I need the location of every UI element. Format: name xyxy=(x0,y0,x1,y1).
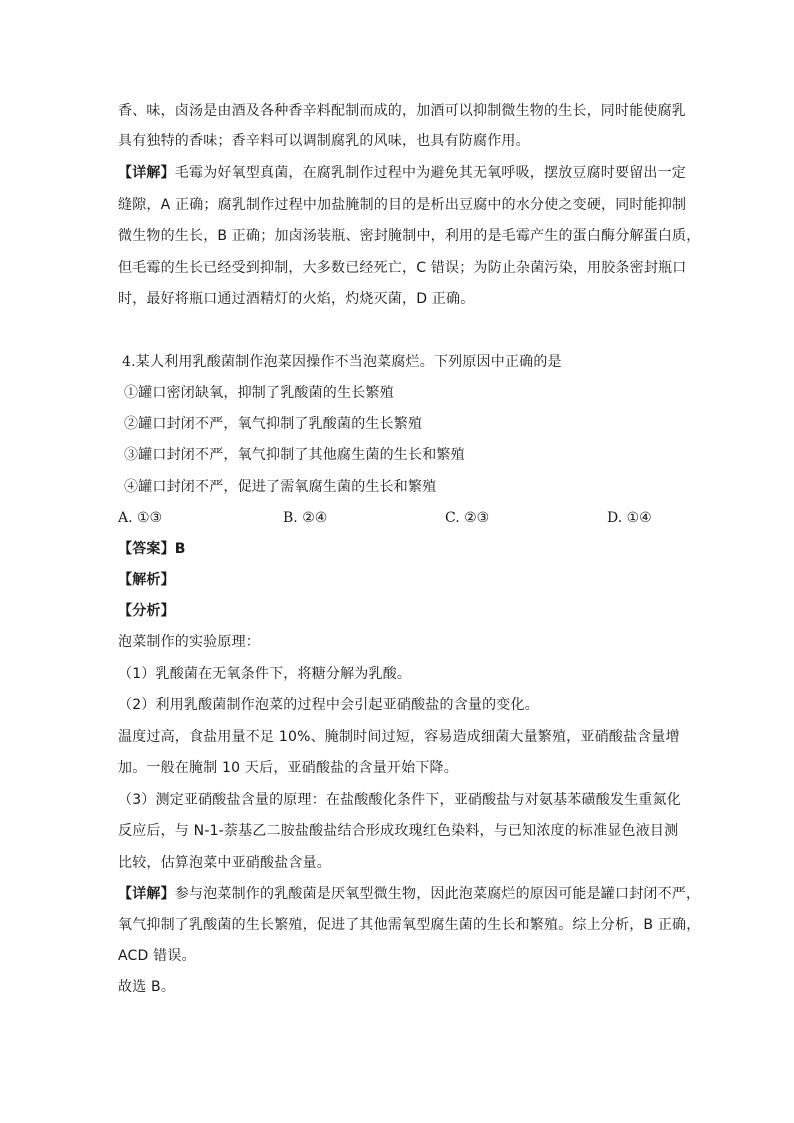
detail2-tag: 【详解】 xyxy=(118,886,175,902)
question-item-2: ②罐口封闭不严，氧气抑制了乳酸菌的生长繁殖 xyxy=(124,416,423,432)
principle-p3-line2: 反应后，与 N-1-萘基乙二胺盐酸盐结合形成玫瑰红色染料，与已知浓度的标准显色液目测 xyxy=(118,823,679,839)
answer: 【答案】B xyxy=(118,541,186,557)
detail1-text1: 毛霉为好氧型真菌，在腐乳制作过程中为避免其无氧呼吸，摆放豆腐时要留出一定 xyxy=(174,165,687,181)
principle-p3-line3: 比较，估算泡菜中亚硝酸盐含量。 xyxy=(118,855,331,871)
question-item-4: ④罐口封闭不严，促进了需氧腐生菌的生长和繁殖 xyxy=(124,479,437,495)
principle-p3-line1: （3）测定亚硝酸盐含量的原理：在盐酸酸化条件下，亚硝酸盐与对氨基苯磺酸发生重氮化 xyxy=(118,792,681,808)
detail1-line4: 但毛霉的生长已经受到抑制，大多数已经死亡，C 错误；为防止杂菌污染，用胶条密封瓶口 xyxy=(118,260,687,276)
principle-p1: （1）乳酸菌在无氧条件下，将糖分解为乳酸。 xyxy=(118,666,412,682)
detail2-line1 xyxy=(118,884,700,904)
detail2-line3: ACD 错误。 xyxy=(118,948,196,964)
option-c: C. ②③ xyxy=(445,510,490,526)
principle-p2-line3: 加。一般在腌制 10 天后，亚硝酸盐的含量开始下降。 xyxy=(118,760,458,776)
detail2-line4: 故选 B。 xyxy=(118,979,176,995)
detail1-line3: 微生物的生长，B 正确；加卤汤装瓶、密封腌制中，利用的是毛霉产生的蛋白酶分解蛋白质， xyxy=(118,228,701,244)
analysis-tag: 【解析】 xyxy=(118,572,175,588)
question-item-1: ①罐口密闭缺氧，抑制了乳酸菌的生长繁殖 xyxy=(124,385,394,401)
principle-p2: （2）利用乳酸菌制作泡菜的过程中会引起亚硝酸盐的含量的变化。 xyxy=(118,697,539,713)
detail1-line2: 缝隙，A 正确；腐乳制作过程中加盐腌制的目的是析出豆腐中的水分使之变硬，同时能抑制 xyxy=(118,197,687,213)
detail1-tag: 【详解】 xyxy=(118,165,175,181)
detail1-line5: 时，最好将瓶口通过酒精灯的火焰，灼烧灭菌，D 正确。 xyxy=(118,291,475,307)
detail2-line2: 氧气抑制了乳酸菌的生长繁殖，促进了其他需氧型腐生菌的生长和繁殖。综上分析，B 正确， xyxy=(118,917,701,933)
principle-title: 泡菜制作的实验原理： xyxy=(118,634,260,650)
para1-line1: 香、味，卤汤是由酒及各种香辛料配制而成的，加酒可以抑制微生物的生长，同时能使腐乳 xyxy=(118,103,686,119)
principle-p2-line2: 温度过高，食盐用量不足 10%、腌制时间过短，容易造成细菌大量繁殖，亚硝酸盐含量增 xyxy=(118,729,680,745)
option-d: D. ①④ xyxy=(607,510,652,526)
detail2-text1: 参与泡菜制作的乳酸菌是厌氧型微生物，因此泡菜腐烂的原因可能是罐口封闭不严， xyxy=(174,886,701,902)
question-stem: 4.某人利用乳酸菌制作泡菜因操作不当泡菜腐烂。下列原因中正确的是 xyxy=(122,354,562,370)
para1-line2: 具有独特的香味；香辛料可以调制腐乳的风味，也具有防腐作用。 xyxy=(118,133,530,149)
question-item-3: ③罐口封闭不严，氧气抑制了其他腐生菌的生长和繁殖 xyxy=(124,447,465,463)
fenxi-tag: 【分析】 xyxy=(118,603,175,619)
option-b: B. ②④ xyxy=(283,510,328,526)
option-a: A. ①③ xyxy=(118,510,163,526)
detail1-line1 xyxy=(118,163,686,183)
